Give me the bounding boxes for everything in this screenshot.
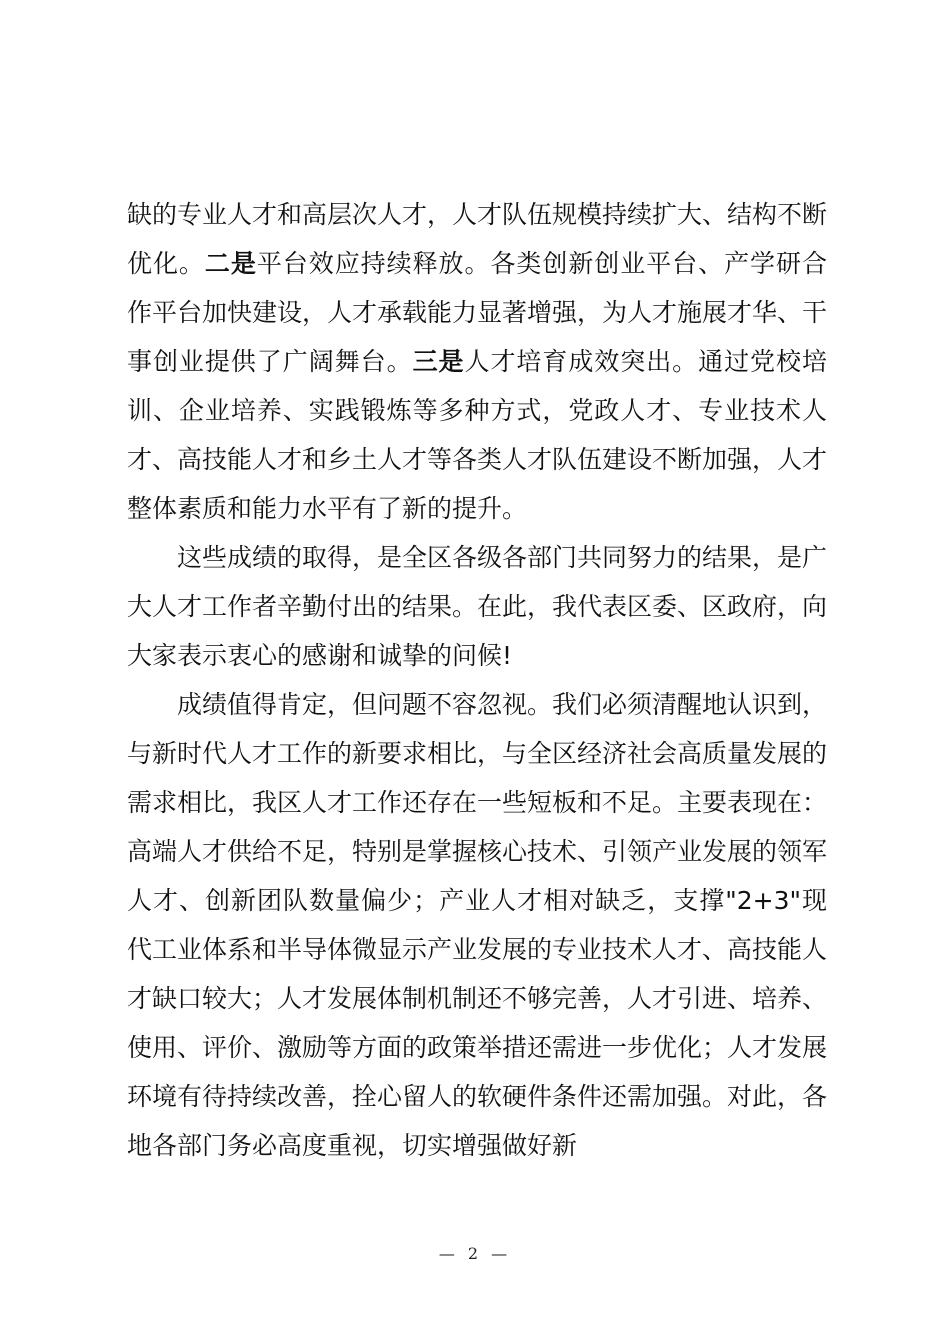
paragraph-1-segment-3: 平台效应持续释放。各类创新创业平台、产学研合作平台加快建设，人才承载能力显著增强，为人才施展才华、干事创业提供了广阔舞台。 — [127, 249, 828, 376]
paragraph-2-text: 这些成绩的取得，是全区各级各部门共同努力的结果，是广大人才工作者辛勤付出的结果。在此，我代表区委、区政府，向大家表示衷心的感谢和诚挚的问候! — [127, 543, 828, 670]
paragraph-1-segment-1: 缺的专业人才和高层次人才，人才队伍规模持续扩大、结构不断优化。 — [127, 200, 828, 278]
document-body — [127, 190, 827, 1170]
page-number: — 2 — — [438, 1244, 512, 1263]
paragraph-1-bold-marker-2: 二是 — [204, 249, 257, 278]
paragraph-1-bold-marker-3: 三是 — [412, 347, 465, 376]
paragraph-3 — [127, 680, 827, 1170]
paragraph-2 — [127, 533, 827, 680]
paragraph-3-text: 成绩值得肯定，但问题不容忽视。我们必须清醒地认识到，与新时代人才工作的新要求相比，与全区经济社会高质量发展的需求相比，我区人才工作还存在一些短板和不足。主要表现在：高端人才供给不足，特别是掌握核心技术、引领产业发展的领军人才、创新团队数量偏少；产业人才相对缺乏，支撑"2+3"现代工业体系和半导体微显示产业发展的专业技术人才、高技能人才缺口较大；人才发展体制机制还不够完善，人才引进、培养、使用、评价、激励等方面的政策举措还需进一步优化；人才发展环境有待持续改善，拴心留人的软硬件条件还需加强。对此，各地各部门务必高度重视，切实增强做好新 — [127, 690, 828, 1160]
paragraph-1 — [127, 190, 827, 533]
paragraph-1-segment-5: 人才培育成效突出。通过党校培训、企业培养、实践锻炼等多种方式，党政人才、专业技术人才、高技能人才和乡土人才等各类人才队伍建设不断加强，人才整体素质和能力水平有了新的提升。 — [127, 347, 828, 523]
